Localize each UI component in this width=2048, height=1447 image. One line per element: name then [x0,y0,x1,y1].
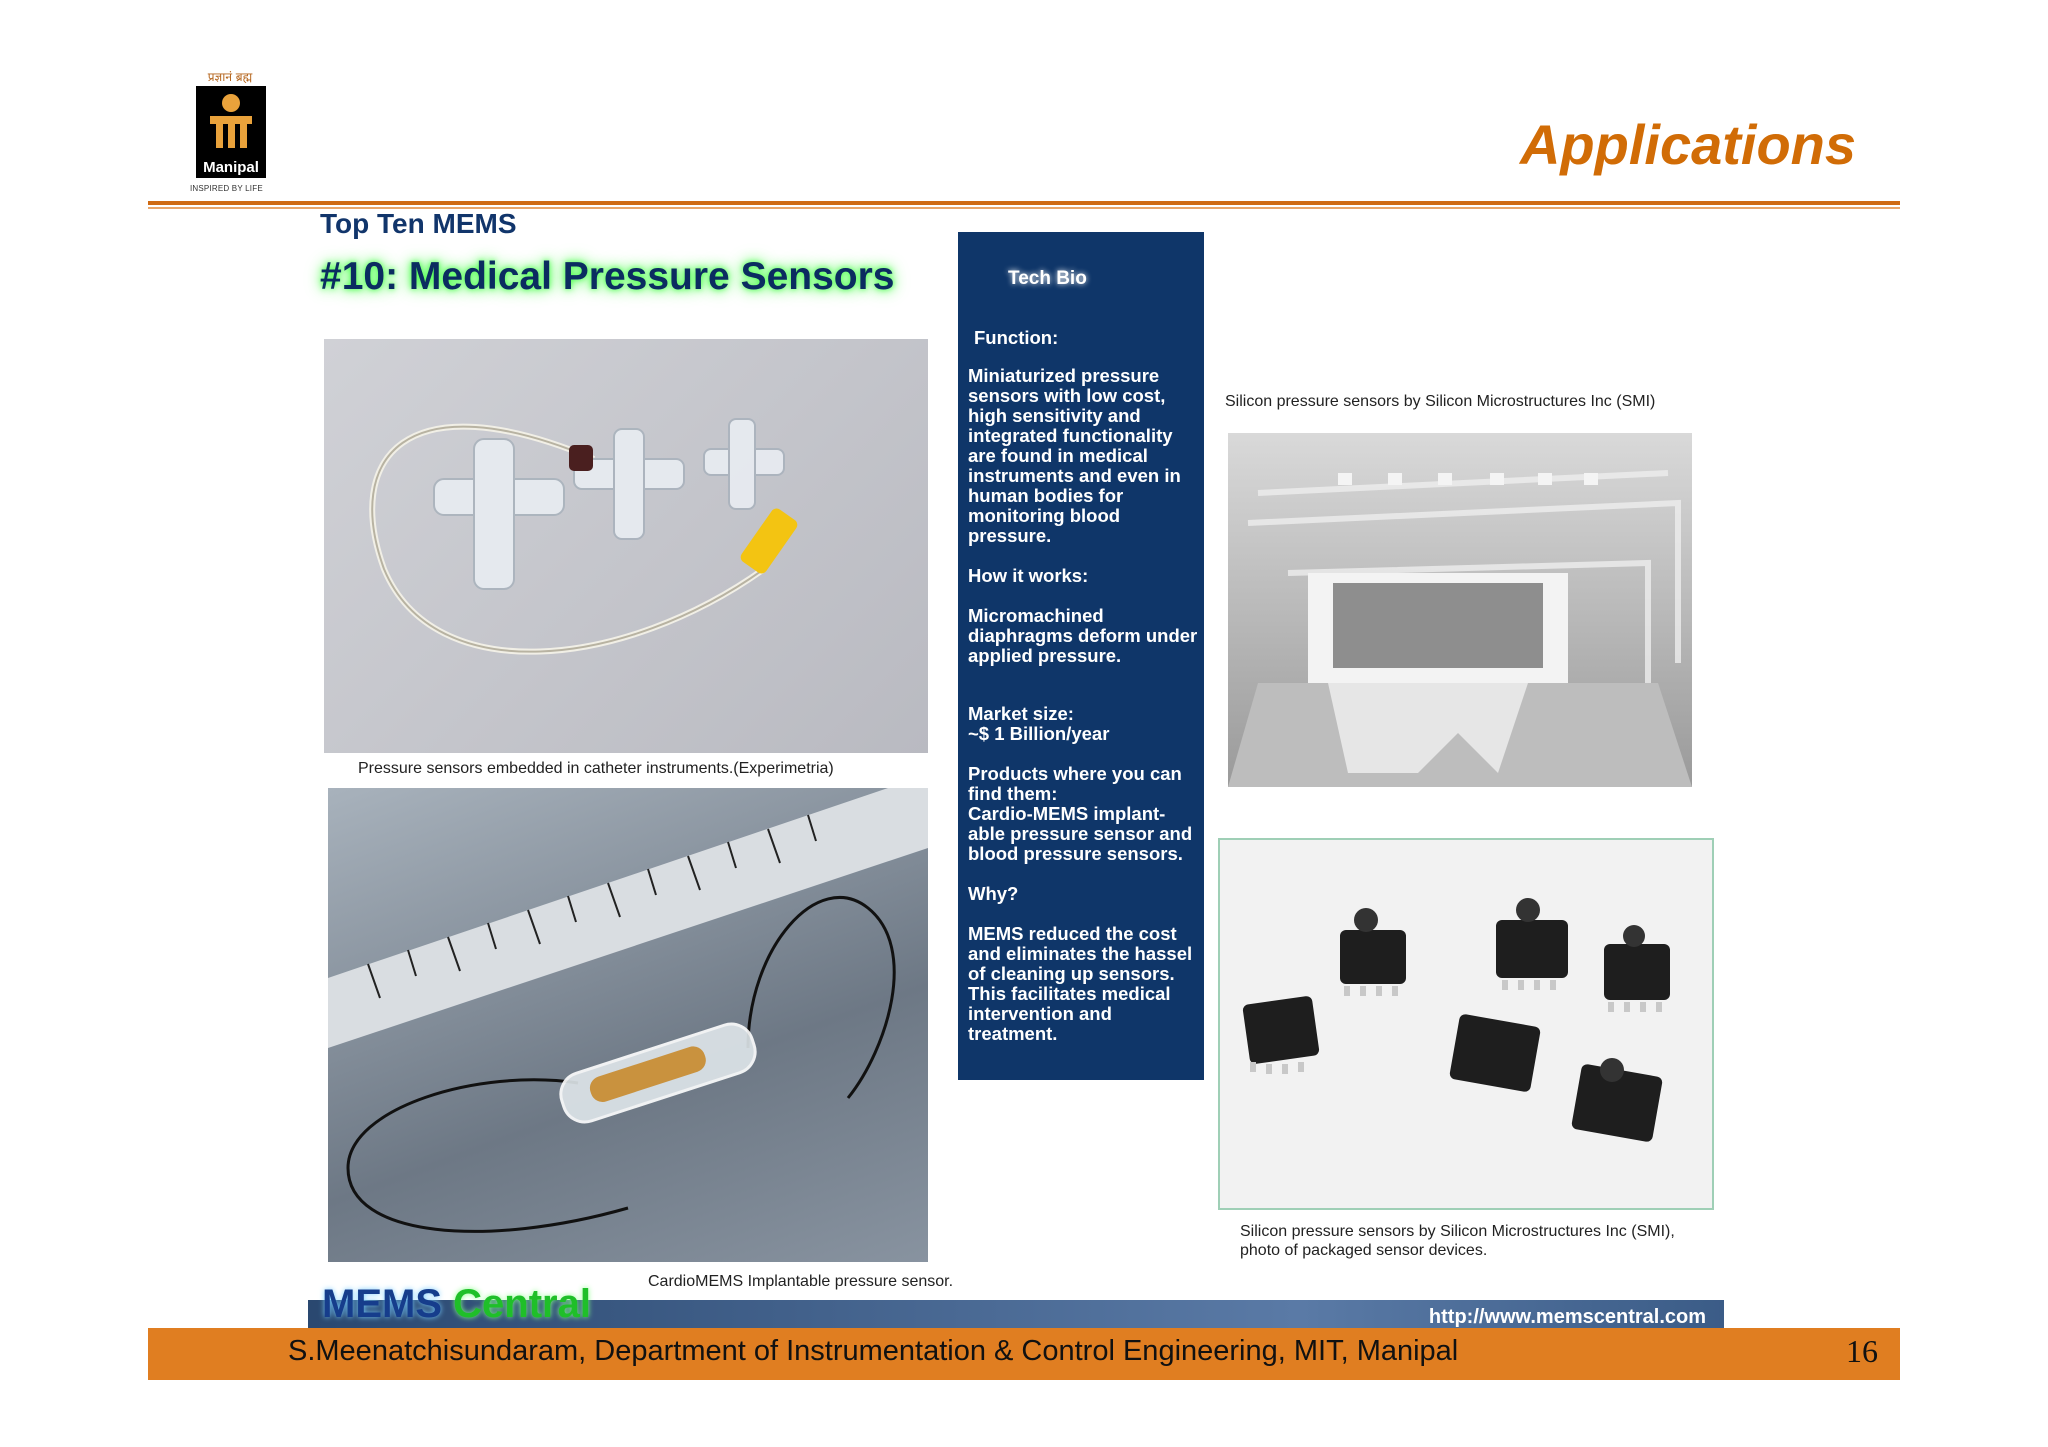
logo-emblem-icon [196,86,266,156]
footer-credit: S.Meenatchisundaram, Department of Instrumentation & Control Engineering, MIT, Manipal [288,1335,1459,1367]
header-divider [148,201,1900,205]
catheter-sensor-photo [324,339,928,753]
catheter-caption: Pressure sensors embedded in catheter instruments.(Experimetria) [358,760,834,777]
market-label: Market size: [968,703,1074,724]
logo-tagline: प्रज्ञानं ब्रह्म [207,70,253,84]
smi-bottom-caption-line2: photo of packaged sensor devices. [1240,1242,1488,1259]
tech-bio-heading: Tech Bio [1008,268,1087,289]
how-text: Micromachined diaphragms deform under applied pressure. [968,605,1198,666]
slide-kicker: Top Ten MEMS [320,208,517,239]
products-text: Cardio-MEMS implant-able pressure sensor and blood pressure sensors. [968,803,1193,864]
logo-subtitle: INSPIRED BY LIFE [190,184,263,193]
mems-central-logo-mems: MEMS [322,1282,442,1326]
why-text: MEMS reduced the cost and eliminates the hassel of cleaning up sensors. This facilitates medical intervention and treatment. [968,923,1193,1044]
smi-bottom-caption-line1: Silicon pressure sensors by Silicon Microstructures Inc (SMI), [1240,1223,1675,1240]
smi-packaged-sensors-photo [1218,838,1714,1210]
why-label: Why? [968,883,1019,904]
page-title: Applications [1519,113,1856,176]
function-text: Miniaturized pressure sensors with low cost, high sensitivity and integrated functionality are found in medical instruments and even in human bodies for monitoring blood pressure. [968,365,1181,546]
cardiomems-caption: CardioMEMS Implantable pressure sensor. [648,1273,954,1290]
how-label: How it works: [968,565,1089,586]
smi-bottom-caption [1240,1222,1675,1260]
tech-bio-body [968,328,1200,1064]
smi-sensor-sem-photo [1228,433,1692,787]
market-text: ~$ 1 Billion/year [968,723,1110,744]
products-label: Products where you can find them: [968,763,1182,804]
logo-mark [196,86,266,178]
mems-central-logo [322,1282,591,1327]
mems-central-url[interactable]: http://www.memscentral.com [1428,1306,1706,1328]
manipal-logo [190,68,280,193]
smi-top-caption: Silicon pressure sensors by Silicon Microstructures Inc (SMI) [1225,393,1656,410]
page-number: 16 [1846,1333,1878,1369]
mems-central-logo-central: Central [453,1282,591,1326]
tech-bio-panel [958,232,1204,1080]
slide-headline: #10: Medical Pressure Sensors [320,255,895,298]
function-label: Function: [974,327,1059,348]
logo-name: Manipal [203,159,259,176]
cardiomems-photo [328,788,928,1262]
